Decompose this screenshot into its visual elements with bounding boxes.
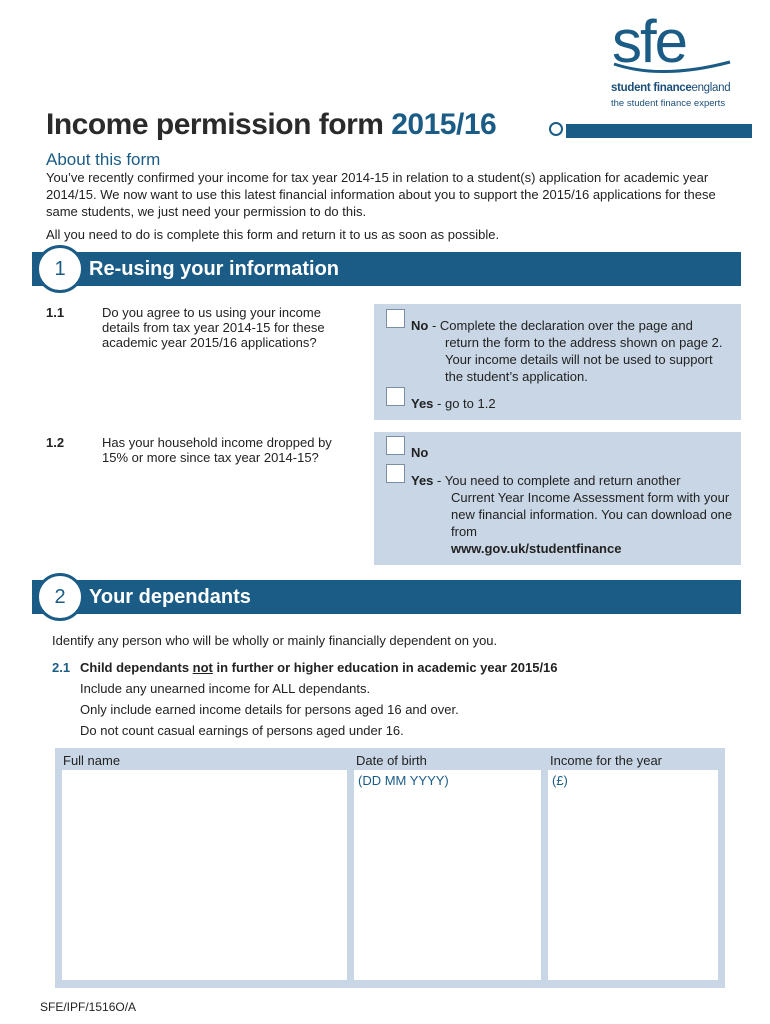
- q1-1-no-checkbox[interactable]: [386, 309, 405, 328]
- q1-2-yes-text-continued: Current Year Income Assessment form with your new financial information. You can download one from: [451, 490, 733, 539]
- title-year: 2015/16: [391, 108, 497, 141]
- section-2-title: Your dependants: [89, 586, 251, 608]
- date-of-birth-field[interactable]: [354, 770, 541, 980]
- section-1-number: 1: [36, 245, 84, 293]
- subsection-2-1-number: 2.1: [52, 660, 71, 675]
- logo-brand-line: [611, 82, 730, 94]
- q1-2-yes-checkbox[interactable]: [386, 464, 405, 483]
- about-heading: About this form: [46, 150, 161, 169]
- full-name-field[interactable]: [62, 770, 347, 980]
- logo-swoosh-icon: [612, 58, 732, 78]
- title-ring-decoration: [549, 122, 563, 136]
- instruction-line-1: Include any unearned income for ALL dependants.: [80, 681, 371, 696]
- q1-2-no-checkbox[interactable]: [386, 436, 405, 455]
- column-header-income: Income for the year: [550, 753, 662, 768]
- sfe-logo-mark: sfe: [612, 8, 687, 75]
- page-title: [46, 108, 496, 142]
- q1-1-no-label: No: [411, 318, 429, 333]
- income-field[interactable]: [548, 770, 718, 980]
- student-finance-link[interactable]: www.gov.uk/studentfinance: [451, 541, 622, 556]
- q1-1-yes-text: - go to 1.2: [433, 396, 496, 411]
- q1-2-yes-label: Yes: [411, 473, 434, 488]
- logo-brand-rest: england: [691, 82, 731, 94]
- q1-1-yes-checkbox[interactable]: [386, 387, 405, 406]
- q1-2-yes-option: [411, 472, 731, 489]
- subsection-title-part-a: Child dependants: [80, 660, 193, 675]
- q1-2-yes-text: - You need to complete and return another: [433, 473, 681, 488]
- instruction-line-2: Only include earned income details for persons aged 16 and over.: [80, 702, 459, 717]
- question-1-2-text: Has your household income dropped by 15% or more since tax year 2014-15?: [102, 435, 332, 465]
- q1-2-no-option: [411, 444, 428, 461]
- title-bar-decoration: [566, 124, 752, 138]
- column-header-full-name: Full name: [63, 753, 121, 768]
- subsection-title-part-b: in further or higher education in academic year 2015/16: [212, 660, 558, 675]
- q1-1-no-option: [411, 317, 731, 334]
- subsection-title-not: not: [192, 660, 213, 675]
- currency-hint: (£): [552, 773, 568, 788]
- section-1-title: Re-using your information: [89, 258, 339, 280]
- about-paragraph-1: You’ve recently confirmed your income for tax year 2014-15 in relation to a student(s) application for academic year 2014/15. We now want to use this latest financial information about you to support the 2015/16 applications for these same students, we just need your permission to do this.: [46, 170, 716, 219]
- question-1-2-number: 1.2: [46, 435, 65, 450]
- section-2-intro: Identify any person who will be wholly or mainly financially dependent on you.: [52, 633, 498, 648]
- q1-1-no-text-continued: return the form to the address shown on page 2. Your income details will not be used to support the student’s application.: [445, 335, 723, 384]
- section-2-number: 2: [36, 573, 84, 621]
- q1-1-yes-label: Yes: [411, 396, 434, 411]
- q1-1-no-text: - Complete the declaration over the page and: [428, 318, 693, 333]
- about-paragraph-2: All you need to do is complete this form and return it to us as soon as possible.: [46, 227, 500, 242]
- title-main: Income permission form: [46, 108, 392, 141]
- column-header-date-of-birth: Date of birth: [356, 753, 427, 768]
- logo-brand-bold: student finance: [611, 82, 692, 94]
- date-format-hint: (DD MM YYYY): [358, 773, 449, 788]
- q1-2-no-label: No: [411, 445, 429, 460]
- q1-1-yes-option: [411, 395, 496, 412]
- question-1-1-number: 1.1: [46, 305, 65, 320]
- form-reference-code: SFE/IPF/1516O/A: [40, 1000, 137, 1014]
- instruction-line-3: Do not count casual earnings of persons aged under 16.: [80, 723, 404, 738]
- subsection-2-1-title: [80, 660, 558, 675]
- logo-tagline: the student finance experts: [611, 98, 726, 109]
- question-1-1-text: Do you agree to us using your income details from tax year 2014-15 for these academic year 2015/16 applications?: [102, 305, 325, 350]
